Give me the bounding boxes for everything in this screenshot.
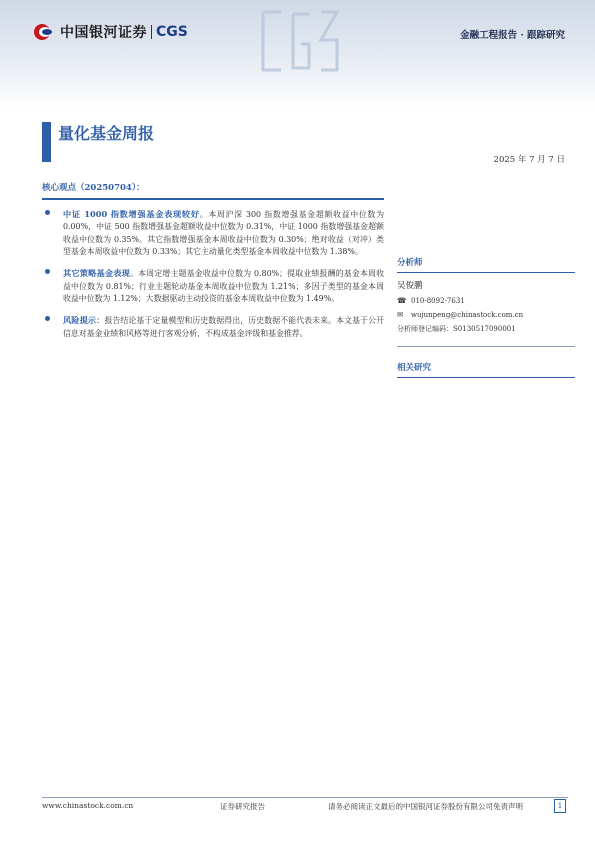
- report-date: 2025 年 7 月 7 日: [493, 155, 565, 165]
- related-research-panel: [397, 346, 575, 378]
- bullet-lead: 中证 1000 指数增强基金表现较好: [63, 209, 200, 219]
- core-views-divider: [42, 198, 384, 200]
- footer-disclaimer: 请务必阅读正文最后的中国银河证券股份有限公司免责声明: [328, 802, 523, 811]
- related-research-heading: 相关研究: [397, 361, 575, 378]
- bullet-body: 。本周定增主题基金收益中位数为 0.80%；提取业绩报酬的基金本周收益中位数为 0.81%；行业主题轮动基金本周收益中位数为 1.21%；多因子类型的基金本周收益中位数为 1.12%；大数据驱动主动投资的基金本周收益中位数为 1.49%。: [63, 269, 384, 303]
- footer-report-type: 证券研究报告: [220, 802, 265, 811]
- analyst-heading: 分析师: [397, 256, 575, 273]
- core-views-list: [44, 208, 384, 349]
- bullet-lead: 风险提示：: [63, 315, 105, 326]
- analyst-cert-label: 分析师登记编码：: [397, 325, 453, 333]
- list-item: [44, 267, 384, 305]
- analyst-name: 吴俊鹏: [397, 281, 423, 291]
- bullet-body: 报告结论基于定量模型和历史数据得出，历史数据不能代表未来。本文基于公开信息对基金业绩和风格等进行客观分析，不构成基金评级和基金推荐。: [63, 316, 384, 338]
- analyst-phone-row: [397, 296, 575, 305]
- footer-website[interactable]: www.chinastock.com.cn: [42, 801, 134, 810]
- bullet-dot-icon: [45, 269, 50, 274]
- logo-english-name: CGS: [156, 24, 188, 40]
- title-accent-bar: [42, 122, 51, 162]
- bullet-dot-icon: [45, 316, 50, 321]
- email-icon: ✉: [397, 310, 404, 319]
- phone-icon: ☎: [397, 296, 407, 305]
- cgs-watermark-icon: [255, 4, 345, 78]
- core-views-label: 核心观点（20250704）：: [42, 183, 145, 193]
- analyst-panel: [397, 256, 575, 334]
- bullet-dot-icon: [45, 210, 50, 215]
- logo-mark-icon: [34, 23, 56, 41]
- analyst-cert-row: [397, 324, 575, 334]
- analyst-email[interactable]: wujunpeng@chinastock.com.cn: [411, 310, 524, 319]
- company-logo: [34, 22, 188, 42]
- analyst-phone: 010-8092-7631: [411, 296, 465, 305]
- analyst-cert: S0130517090001: [453, 325, 516, 333]
- logo-chinese-name: 中国银河证券: [60, 25, 147, 41]
- page-number: 1: [554, 799, 566, 813]
- report-title: 量化基金周报: [58, 124, 155, 143]
- list-item: [44, 314, 384, 340]
- logo-divider: [151, 25, 152, 39]
- bullet-lead: 其它策略基金表现: [63, 268, 131, 279]
- footer-divider: [42, 797, 568, 798]
- analyst-email-row: [397, 310, 575, 319]
- page-header: [0, 0, 595, 108]
- report-type: 金融工程报告 · 跟踪研究: [460, 30, 565, 41]
- bullet-body: 。本周沪深 300 指数增强基金超额收益中位数为 0.00%，中证 500 指数增强基金超额收益中位数为 0.31%，中证 1000 指数增强基金超额收益中位数为 0.35%。其它指数增强基金本周收益中位数为 0.30%；绝对收益（对冲）类型基金本周收益中位数为 0.33%；其它主动量化类型基金本周收益中位数为 1.38%。: [63, 210, 384, 256]
- list-item: [44, 208, 384, 258]
